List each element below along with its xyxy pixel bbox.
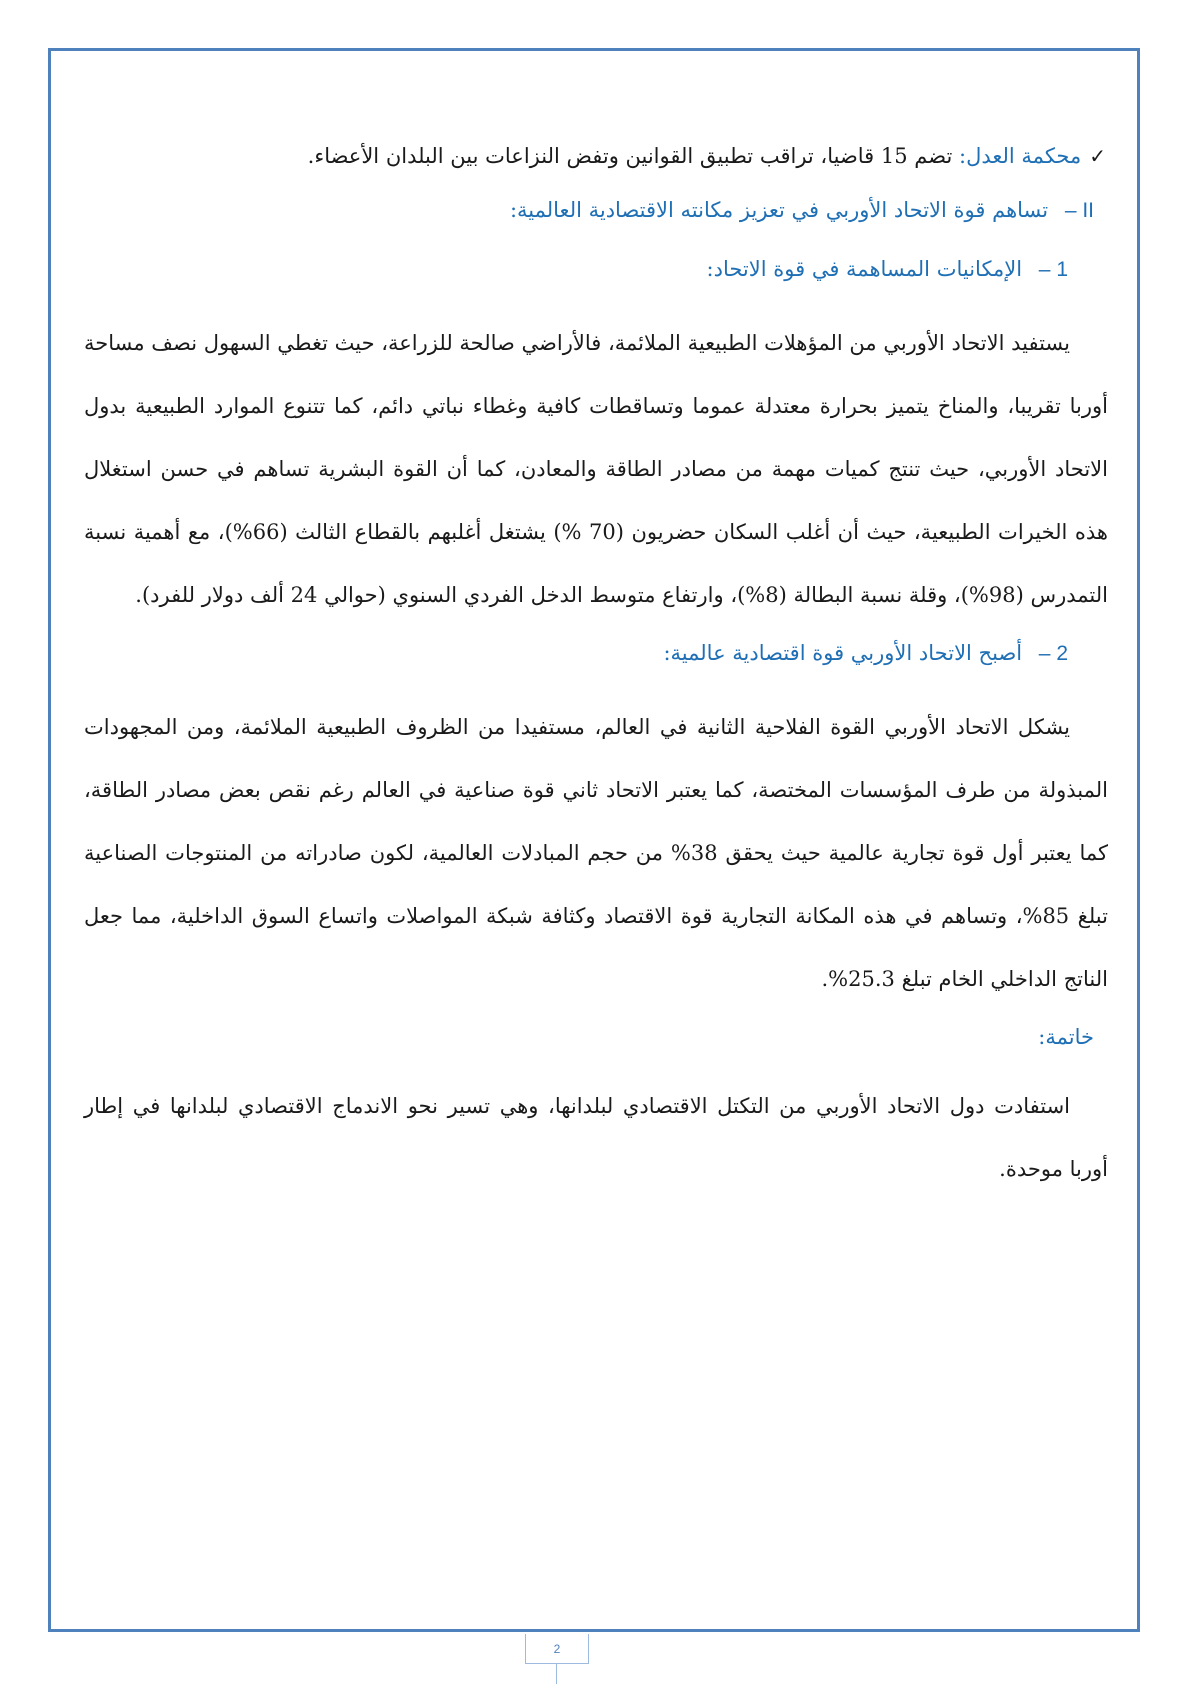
court-bullet-text-wrap [308, 140, 1082, 172]
section-two-title: تساهم قوة الاتحاد الأوربي في تعزيز مكانته الاقتصادية العالمية: [509, 198, 1049, 222]
sub-one-heading [84, 253, 1108, 286]
section-two-heading [84, 194, 1108, 227]
sub-two-number: 2 – [1038, 642, 1068, 665]
sub-two-heading [84, 637, 1108, 670]
paragraph-potential: يستفيد الاتحاد الأوربي من المؤهلات الطبيعية الملائمة، فالأراضي صالحة للزراعة، حيث تغطي السهول نصف مساحة أوربا تقريبا، والمناخ يتميز بحرارة معتدلة عموما وتساقطات كافية وغطاء نباتي دائم، كما تتنوع الموارد الطبيعية بدول الاتحاد الأوربي، حيث تنتج كميات مهمة من مصادر الطاقة والمعادن، كما أن القوة البشرية تساهم في حسن استغلال هذه الخيرات الطبيعية، حيث أن أغلب السكان حضريون (70 %) يشتغل أغلبهم بالقطاع الثالث (66%)، مع أهمية نسبة التمدرس (98%)، وقلة نسبة البطالة (8%)، وارتفاع متوسط الدخل الفردي السنوي (حوالي 24 ألف دولار للفرد). [84, 331, 1108, 607]
section-two-number: II – [1064, 199, 1094, 222]
court-bullet [84, 140, 1108, 172]
sub-two-title: أصبح الاتحاد الأوربي قوة اقتصادية عالمية: [663, 641, 1023, 665]
checkmark-icon: ✓ [1089, 144, 1106, 168]
court-description: تضم 15 قاضيا، تراقب تطبيق القوانين وتفض النزاعات بين البلدان الأعضاء. [307, 144, 953, 168]
paragraph-conclusion: استفادت دول الاتحاد الأوربي من التكتل الاقتصادي لبلدانها، وهي تسير نحو الاندماج الاقتصادي لبلدانها في إطار أوربا موحدة. [84, 1094, 1108, 1181]
page-number: 2 [525, 1634, 589, 1664]
sub-one-number: 1 – [1038, 258, 1068, 281]
document-body [84, 140, 1108, 1211]
page-number-divider [556, 1664, 557, 1684]
court-term: محكمة العدل: [959, 144, 1082, 168]
conclusion-heading: خاتمة: [1038, 1025, 1094, 1049]
sub-one-title: الإمكانيات المساهمة في قوة الاتحاد: [706, 257, 1023, 281]
paragraph-economic-power: يشكل الاتحاد الأوربي القوة الفلاحية الثانية في العالم، مستفيدا من الظروف الطبيعية الملائمة، ومن المجهودات المبذولة من طرف المؤسسات المختصة، كما يعتبر الاتحاد ثاني قوة صناعية في العالم رغم نقص بعض مصادر الطاقة، كما يعتبر أول قوة تجارية عالمية حيث يحقق 38% من حجم المبادلات العالمية، لكون صادراته من المنتوجات الصناعية تبلغ 85%، وتساهم في هذه المكانة التجارية قوة الاقتصاد وكثافة شبكة المواصلات واتساع السوق الداخلية، مما جعل الناتج الداخلي الخام تبلغ 25.3%. [84, 715, 1108, 991]
